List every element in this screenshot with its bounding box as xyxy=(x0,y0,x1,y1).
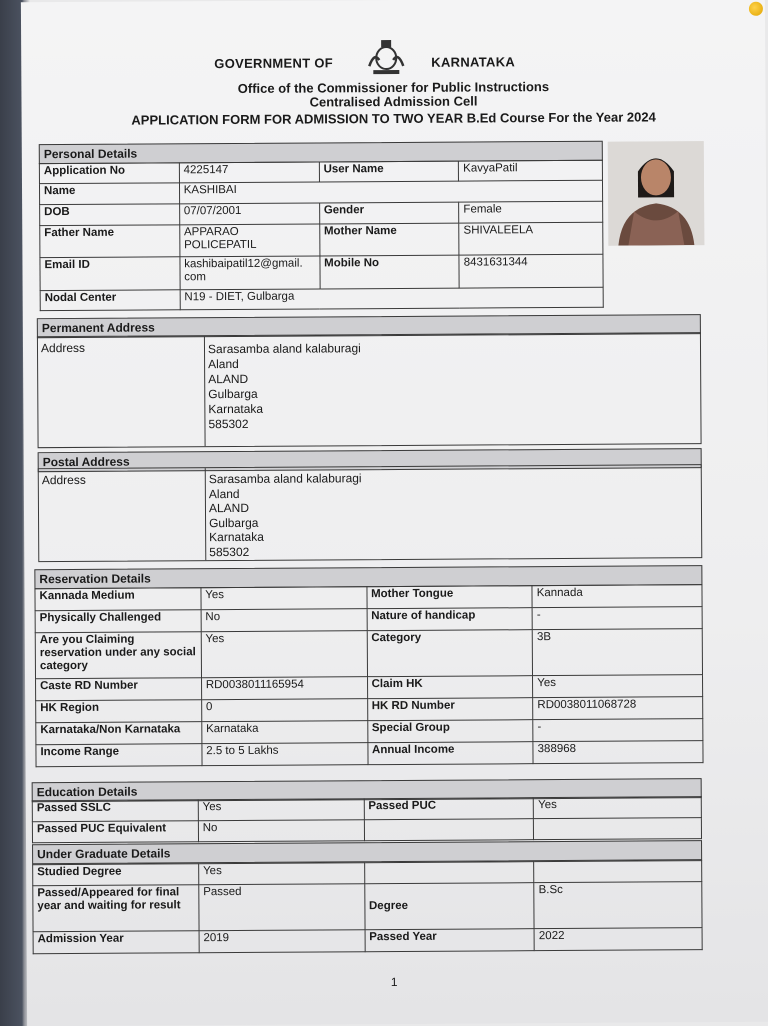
income-range-value: 2.5 to 5 Lakhs xyxy=(202,743,368,766)
mobile-label: Mobile No xyxy=(320,255,460,289)
studied-degree-label: Studied Degree xyxy=(33,864,199,886)
income-range-label: Income Range xyxy=(36,744,202,767)
category-value: 3B xyxy=(532,629,702,676)
father-name-line2: POLICEPATIL xyxy=(184,238,257,252)
nature-of-handicap-label: Nature of handicap xyxy=(367,608,533,631)
postal-address-line: ALAND xyxy=(208,500,250,516)
empty-cell xyxy=(364,819,534,841)
social-category-claim-value: Yes xyxy=(201,631,367,678)
admission-year-label: Admission Year xyxy=(33,931,199,954)
permanent-address-line: ALAND xyxy=(208,371,249,387)
empty-cell xyxy=(364,862,534,884)
empty-cell xyxy=(534,861,702,883)
cell-title: Centralised Admission Cell xyxy=(309,93,478,110)
hk-rd-number-value: RD0038011068728 xyxy=(533,697,703,720)
special-group-label: Special Group xyxy=(367,720,533,743)
passed-year-value: 2022 xyxy=(534,928,702,951)
form-page xyxy=(21,0,768,1026)
postal-address-lines xyxy=(209,471,362,559)
dob-value: 07/07/2001 xyxy=(179,203,319,225)
hk-rd-number-label: HK RD Number xyxy=(367,698,533,721)
office-title: Office of the Commissioner for Public Instructions xyxy=(237,79,550,96)
passed-puc-equivalent-value: No xyxy=(198,820,364,842)
admission-year-value: 2019 xyxy=(199,930,365,953)
gov-right-text: KARNATAKA xyxy=(431,54,516,70)
kannada-medium-label: Kannada Medium xyxy=(35,588,201,611)
mother-tongue-label: Mother Tongue xyxy=(367,586,533,609)
postal-address-box xyxy=(38,464,703,562)
studied-degree-value: Yes xyxy=(199,863,365,885)
form-title: APPLICATION FORM FOR ADMISSION TO TWO YEAR B.Ed Course For the Year 2024 xyxy=(131,109,656,128)
permanent-address-line: Sarasamba aland kalaburagi xyxy=(207,341,361,357)
reservation-table xyxy=(34,584,703,767)
degree-label: Degree xyxy=(364,883,534,930)
passed-puc-equivalent-label: Passed PUC Equivalent xyxy=(32,821,198,843)
social-category-claim-label: Are you Claiming reservation under any social category xyxy=(35,632,201,679)
dob-label: DOB xyxy=(40,204,180,226)
user-name-label: User Name xyxy=(319,161,459,182)
special-group-value: - xyxy=(533,719,703,742)
mother-name-value: SHIVALEELA xyxy=(459,222,603,255)
nodal-center-label: Nodal Center xyxy=(40,290,180,311)
permanent-address-lines xyxy=(208,341,361,432)
education-table xyxy=(32,796,702,843)
name-label: Name xyxy=(39,183,179,205)
passed-sslc-label: Passed SSLC xyxy=(32,800,198,822)
caste-rd-number-label: Caste RD Number xyxy=(36,678,202,701)
user-name-value: KavyaPatil xyxy=(459,160,603,181)
final-year-status-value: Passed xyxy=(199,884,365,931)
physically-challenged-value: No xyxy=(201,609,367,632)
table-row xyxy=(33,928,702,954)
category-label: Category xyxy=(367,630,533,677)
personal-details-header: Personal Details xyxy=(39,141,603,164)
postal-address-line: Karnataka xyxy=(209,529,264,545)
table-row xyxy=(36,741,703,767)
hk-region-value: 0 xyxy=(201,699,367,722)
email-value xyxy=(180,256,320,290)
mother-tongue-value: Kannada xyxy=(532,585,702,608)
gender-label: Gender xyxy=(319,202,459,224)
final-year-status-label: Passed/Appeared for final year and waiting for result xyxy=(33,885,199,932)
degree-value: B.Sc xyxy=(534,882,702,929)
table-row xyxy=(32,818,701,843)
postal-address-label: Address xyxy=(41,472,86,488)
email-line1: kashibaipatil12@gmail. xyxy=(184,257,303,271)
hk-region-label: HK Region xyxy=(36,700,202,723)
claim-hk-value: Yes xyxy=(533,675,703,698)
passed-sslc-value: Yes xyxy=(198,799,364,821)
email-line2: com xyxy=(184,271,207,284)
nature-of-handicap-value: - xyxy=(532,607,702,630)
annual-income-value: 388968 xyxy=(533,741,703,764)
annual-income-label: Annual Income xyxy=(367,742,533,765)
permanent-address-line: 585302 xyxy=(208,416,249,432)
permanent-address-line: Aland xyxy=(208,356,239,372)
permanent-address-line: Gulbarga xyxy=(208,386,258,402)
permanent-address-header: Permanent Address xyxy=(37,314,701,338)
caste-rd-number-value: RD0038011165954 xyxy=(201,677,367,700)
postal-address-header: Postal Address xyxy=(38,448,702,472)
father-name-label: Father Name xyxy=(40,225,180,258)
undergraduate-details-header: Under Graduate Details xyxy=(32,840,702,864)
permanent-address-box xyxy=(37,332,702,448)
education-details-header: Education Details xyxy=(32,778,702,802)
physically-challenged-label: Physically Challenged xyxy=(35,610,201,633)
table-row xyxy=(35,629,702,679)
pushpin-icon xyxy=(749,2,763,16)
kannada-medium-value: Yes xyxy=(201,587,367,610)
karnataka-emblem-icon xyxy=(361,36,411,78)
email-label: Email ID xyxy=(40,257,180,291)
applicant-photo xyxy=(608,141,705,246)
empty-cell xyxy=(534,818,702,840)
personal-details-table xyxy=(39,160,604,311)
reservation-details-header: Reservation Details xyxy=(34,565,702,589)
permanent-address-line: Karnataka xyxy=(208,401,264,417)
passed-puc-value: Yes xyxy=(534,797,702,819)
name-value: KASHIBAI xyxy=(179,180,602,204)
postal-address-line: 585302 xyxy=(209,544,250,559)
karnataka-status-label: Karnataka/Non Karnataka xyxy=(36,722,202,745)
mobile-value: 8431631344 xyxy=(459,254,603,288)
karnataka-status-value: Karnataka xyxy=(202,721,368,744)
mother-name-label: Mother Name xyxy=(319,223,459,256)
application-no-label: Application No xyxy=(39,163,179,184)
gender-value: Female xyxy=(459,201,603,223)
nodal-center-value: N19 - DIET, Gulbarga xyxy=(180,287,603,310)
father-name-value xyxy=(179,224,319,257)
passed-puc-label: Passed PUC xyxy=(364,798,534,820)
page-number: 1 xyxy=(390,974,398,990)
postal-address-line: Sarasamba aland kalaburagi xyxy=(208,471,362,487)
table-row xyxy=(33,882,702,932)
undergraduate-table xyxy=(32,860,703,954)
father-name-line1: APPARAO xyxy=(183,225,239,239)
postal-address-line: Gulbarga xyxy=(209,515,259,530)
permanent-address-label: Address xyxy=(40,340,86,356)
postal-address-line: Aland xyxy=(208,486,240,501)
passed-year-label: Passed Year xyxy=(365,929,535,952)
gov-left-text: GOVERNMENT OF xyxy=(214,55,334,72)
claim-hk-label: Claim HK xyxy=(367,676,533,699)
application-no-value: 4225147 xyxy=(179,162,319,183)
